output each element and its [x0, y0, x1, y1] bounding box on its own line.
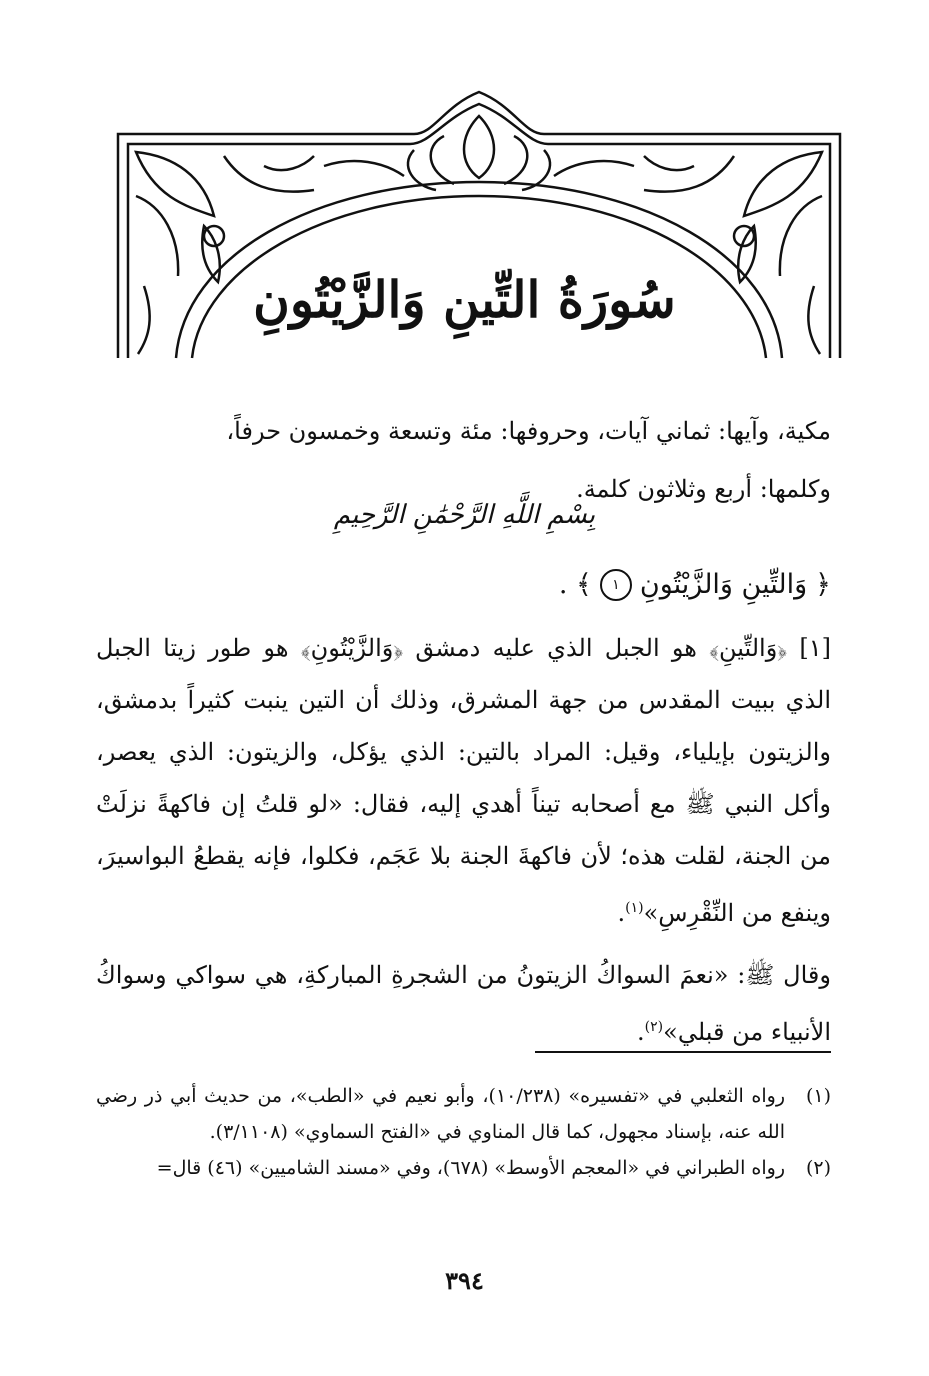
- verse-open-bracket: ﴿: [815, 569, 831, 600]
- commentary-text-1: [١] ﴿وَالتِّينِ﴾ هو الجبل الذي عليه دمشق ﴿وَالزَّيْتُونِ﴾ هو طور زيتا الجبل الذي ببيت المقدس من جهة المشرق، وذلك أن التين ينبت كثيراً بدمشق، والزيتون بإيلياء، وقيل: المراد بالتين: الذي يؤكل، والزيتون: الذي يعصر، وأكل النبي ﷺ مع أصحابه تيناً أهدي إليه، فقال: «لو قلتُ إن فاكهةً نزلَتْ من الجنة، لقلت هذه؛ لأن فاكهةَ الجنة بلا عَجَم، فكلوا، فإنه يقطعُ البواسيرَ، وينفع من النِّقْرِسِ»: [96, 634, 831, 927]
- footnote-number: (٢): [805, 1157, 831, 1179]
- commentary: [96, 622, 831, 1058]
- surah-title: سُورَةُ التِّينِ وَالزَّيْتُونِ: [253, 270, 676, 329]
- verse-close-bracket: ﴾ .: [558, 569, 592, 600]
- quran-verse: [559, 565, 831, 605]
- footnote-divider: [535, 1051, 831, 1053]
- intro-line-1: مكية، وآيها: ثماني آيات، وحروفها: مئة وتسعة وخمسون حرفاً،: [226, 417, 831, 445]
- footnotes: [96, 1078, 831, 1186]
- verse-text: وَالتِّينِ وَالزَّيْتُونِ: [639, 569, 808, 600]
- commentary-paragraph-1: [١] ﴿وَالتِّينِ﴾ هو الجبل الذي عليه دمشق ﴿وَالزَّيْتُونِ﴾ هو طور زيتا الجبل الذي ببيت المقدس من جهة المشرق، وذلك أن التين ينبت كثيراً بدمشق، والزيتون بإيلياء، وقيل: المراد بالتين: الذي يؤكل، والزيتون: الذي يعصر، وأكل النبي ﷺ مع أصحابه تيناً أهدي إليه، فقال: «لو قلتُ إن فاكهةً نزلَتْ من الجنة، لقلت هذه؛ لأن فاكهةَ الجنة بلا عَجَم، فكلوا، فإنه يقطعُ البواسيرَ، وينفع من النِّقْرِسِ»$^{(١)}$.: [96, 634, 831, 927]
- footnote-number: (١): [805, 1085, 831, 1107]
- ayah-number-marker: ١: [600, 569, 632, 601]
- basmala: بِسْمِ اللَّهِ الرَّحْمَٰنِ الرَّحِيمِ: [333, 500, 596, 530]
- footnote-text: رواه الطبراني في «المعجم الأوسط» (٦٧٨)، وفي «مسند الشاميين» (٤٦) قال=: [156, 1157, 785, 1179]
- footnote-1: [96, 1078, 831, 1150]
- footnote-2: [96, 1150, 831, 1186]
- footnote-ref-1[interactable]: (١): [625, 900, 644, 916]
- commentary-text-2: وقال ﷺ: «نعمَ السواكُ الزيتونُ من الشجرةِ المباركةِ، هي سواكي وسواكُ الأنبياء من قبلي»: [96, 961, 831, 1046]
- footnote-text: رواه الثعلبي في «تفسيره» (١٠/٢٣٨)، وأبو نعيم في «الطب»، من حديث أبي ذر رضي الله عنه، بإسناد مجهول، كما قال المناوي في «الفتح السماوي» (٣/١١٠٨).: [96, 1085, 786, 1143]
- commentary-paragraph-2: وقال ﷺ: «نعمَ السواكُ الزيتونُ من الشجرةِ المباركةِ، هي سواكي وسواكُ الأنبياء من قبلي»$^{(٢)}$.: [96, 961, 831, 1046]
- footnote-ref-2[interactable]: (٢): [644, 1019, 664, 1035]
- page-number: ٣٩٤: [445, 1266, 484, 1295]
- intro-line-2: وكلمها: أربع وثلاثون كلمة.: [576, 475, 831, 503]
